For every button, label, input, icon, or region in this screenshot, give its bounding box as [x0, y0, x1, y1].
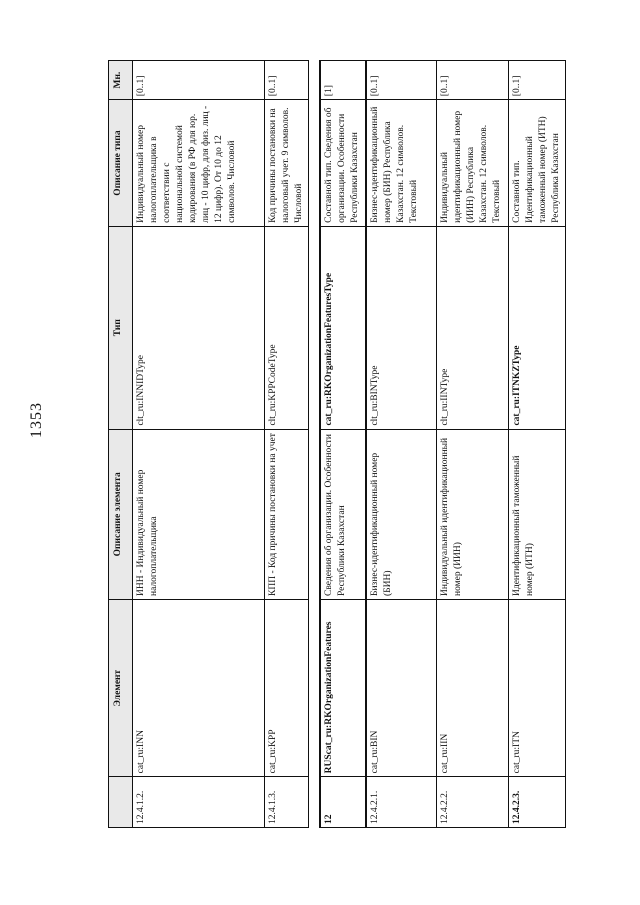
- table-group-row: [320, 61, 366, 828]
- spec-table: [108, 60, 566, 828]
- table-row: [265, 61, 309, 828]
- group-element: RUScat_ru:RKOrganizationFeatures: [320, 599, 366, 776]
- row-mn: [0..1]: [436, 61, 508, 100]
- row-num: 12.4.1.2.: [133, 777, 265, 828]
- header-element: Элемент: [109, 599, 133, 776]
- table-row: [436, 61, 508, 828]
- row-num: 12.4.1.3.: [265, 777, 309, 828]
- row-element-desc: Индивидуальный идентификационный номер (ИИН): [436, 429, 508, 599]
- header-type: Тип: [109, 226, 133, 429]
- header-element-desc: Описание элемента: [109, 429, 133, 599]
- row-type: cat_ru:ITNKZType: [508, 226, 565, 429]
- group-mn: [1]: [320, 61, 366, 100]
- row-mn: [0..1]: [508, 61, 565, 100]
- table-spacer-row: [309, 61, 321, 828]
- group-type-desc: Составной тип. Сведения об организации. Особенности Республики Казахстан: [320, 100, 366, 227]
- header-num: [109, 777, 133, 828]
- row-mn: [0..1]: [133, 61, 265, 100]
- row-num: 12.4.2.1.: [366, 777, 436, 828]
- table-row: [133, 61, 265, 828]
- row-element: cat_ru:BIN: [366, 599, 436, 776]
- header-type-desc: Описание типа: [109, 100, 133, 227]
- row-element: cat_ru:ITN: [508, 599, 565, 776]
- table-row: [508, 61, 565, 828]
- row-element-desc: ИНН - Индивидуальный номер налогоплательщика: [133, 429, 265, 599]
- page-number: 1353: [28, 402, 45, 438]
- row-num: 12.4.2.3.: [508, 777, 565, 828]
- table-header-row: [109, 61, 133, 828]
- row-type: clt_ru:INNIDType: [133, 226, 265, 429]
- spacer-cell: [309, 61, 321, 828]
- row-element: cat_ru:INN: [133, 599, 265, 776]
- row-element-desc: КПП - Код причины постановки на учет: [265, 429, 309, 599]
- row-element: cat_ru:IIN: [436, 599, 508, 776]
- table-row: [366, 61, 436, 828]
- row-element-desc: Бизнес-идентификационный номер (БИН): [366, 429, 436, 599]
- row-type-desc: Код причины постановки на налоговый учет. 9 символов. Числовой: [265, 100, 309, 227]
- row-type-desc: Индивидуальный идентификационный номер (ИИН) Республика Казахстан. 12 символов. Текстовый: [436, 100, 508, 227]
- group-type: cat_ru:RKOrganizationFeaturesType: [320, 226, 366, 429]
- row-type: clt_ru:IINType: [436, 226, 508, 429]
- row-type-desc: Составной тип. Идентификационный таможенный номер (ИТН) Республика Казахстан: [508, 100, 565, 227]
- row-mn: [0..1]: [265, 61, 309, 100]
- header-mn: Мн.: [109, 61, 133, 100]
- row-element: cat_ru:KPP: [265, 599, 309, 776]
- group-element-desc: Сведения об организации. Особенности Республики Казахстан: [320, 429, 366, 599]
- row-type: clt_ru:KPPCodeType: [265, 226, 309, 429]
- row-type: clt_ru:BINType: [366, 226, 436, 429]
- row-type-desc: Бизнес-идентификационный номер (БИН) Республика Казахстан. 12 символов. Текстовый: [366, 100, 436, 227]
- group-num: 12: [320, 777, 366, 828]
- row-element-desc: Идентификационный таможенный номер (ИТН): [508, 429, 565, 599]
- row-type-desc: Индивидуальный номер налогоплательщика в соответствии с национальной системой кодирования (в РФ для юр. лиц - 10 цифр, для физ. лиц - 12 цифр). От 10 до 12 символов. Числовой: [133, 100, 265, 227]
- row-num: 12.4.2.2.: [436, 777, 508, 828]
- row-mn: [0..1]: [366, 61, 436, 100]
- rotated-table-container: [108, 60, 561, 828]
